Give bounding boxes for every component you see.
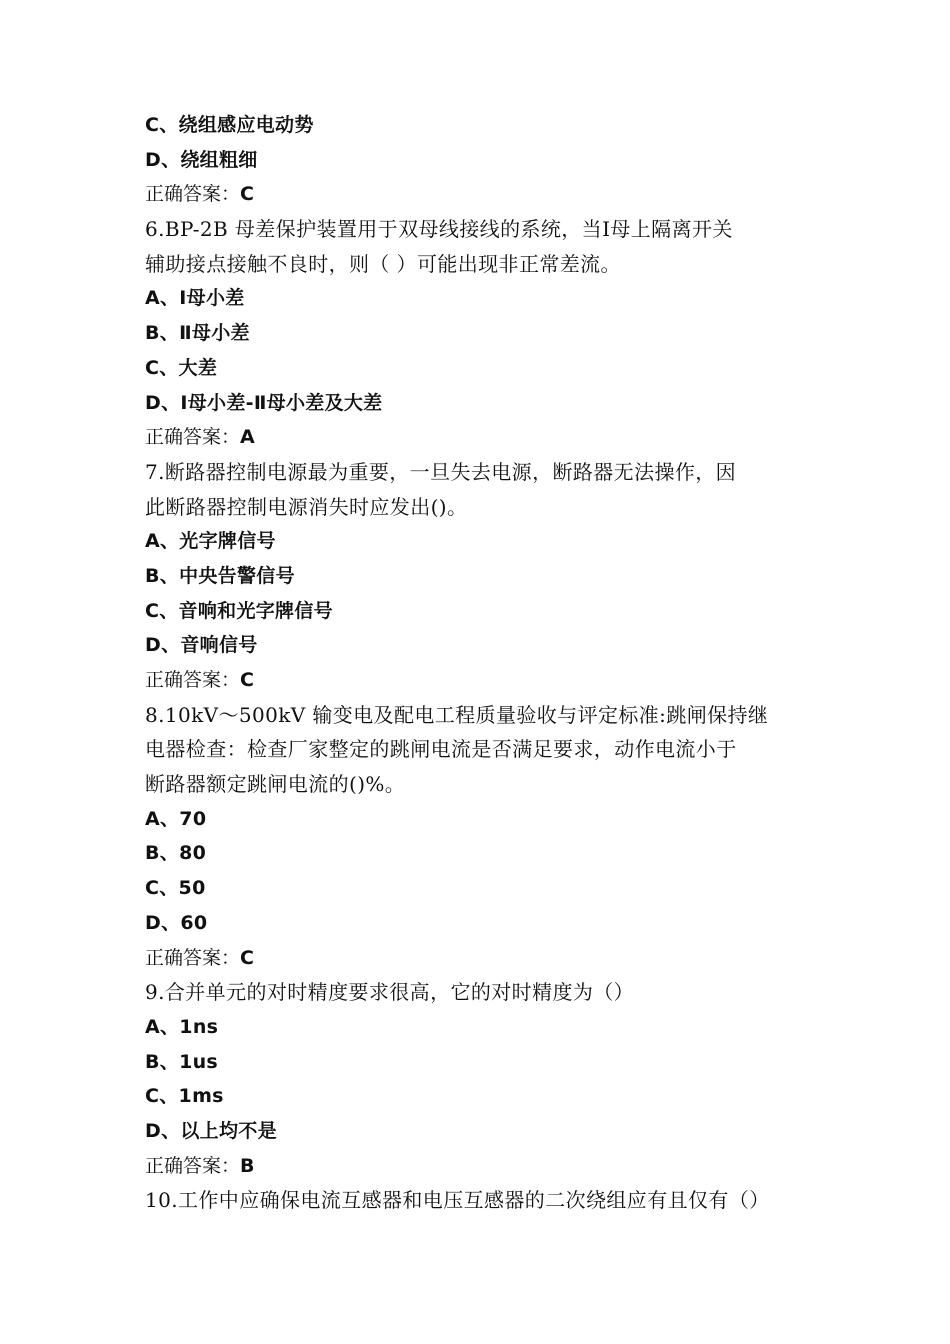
q10-stem-line-1: 10.工作中应确保电流互感器和电压互感器的二次绕组应有且仅有（）	[145, 1188, 770, 1213]
answer-value: C	[240, 946, 254, 969]
q9-option-d: D、以上均不是	[145, 1119, 277, 1142]
answer-label: 正确答案：	[145, 426, 241, 449]
q5-option-c: C、绕组感应电动势	[145, 114, 314, 136]
q7-option-a: A、光字牌信号	[145, 530, 276, 553]
answer-value: C	[240, 183, 254, 206]
answer-value: B	[240, 1154, 255, 1177]
q8-option-a: A、70	[145, 807, 207, 830]
q8-stem-line-2: 电器检查：检查厂家整定的跳闸电流是否满足要求，动作电流小于	[145, 737, 737, 762]
q6-stem-line-2: 辅助接点接触不良时，则（ ）可能出现非正常差流。	[145, 251, 621, 276]
q9-stem-line-1: 9.合并单元的对时精度要求很高，它的对时精度为（）	[145, 980, 635, 1005]
q6-option-c: C、大差	[145, 356, 218, 379]
q9-option-b: B、1us	[145, 1050, 219, 1073]
q7-option-b: B、中央告警信号	[145, 564, 295, 587]
answer-label: 正确答案：	[145, 669, 241, 691]
q8-stem-line-3: 断路器额定跳闸电流的()%。	[145, 772, 406, 797]
answer-value: C	[240, 669, 254, 691]
q5-option-d: D、绕组粗细	[145, 148, 258, 171]
q7-stem-line-2: 此断路器控制电源消失时应发出()。	[145, 494, 468, 519]
q7-answer	[145, 663, 825, 698]
q6-option-d: D、Ⅰ母小差-Ⅱ母小差及大差	[145, 391, 383, 414]
answer-label: 正确答案：	[145, 183, 241, 206]
q7-option-c: C、音响和光字牌信号	[145, 599, 333, 622]
q8-option-c: C、50	[145, 877, 206, 900]
q8-option-d: D、60	[145, 911, 208, 934]
q7-option-d: D、音响信号	[145, 634, 258, 657]
q9-answer	[145, 1149, 825, 1184]
answer-value: A	[240, 426, 255, 449]
q5-answer	[145, 177, 825, 212]
q6-option-b: B、Ⅱ母小差	[145, 322, 250, 345]
answer-label: 正确答案：	[145, 1154, 241, 1177]
q8-option-b: B、80	[145, 842, 207, 865]
q8-answer	[145, 941, 825, 976]
q8-stem-line-1: 8.10kV～500kV 输变电及配电工程质量验收与评定标准:跳闸保持继	[145, 702, 769, 727]
exam-content	[145, 108, 825, 1218]
q6-stem-line-1: 6.BP-2B 母差保护装置用于双母线接线的系统，当Ⅰ母上隔离开关	[145, 217, 733, 242]
q6-answer	[145, 420, 825, 455]
q9-option-c: C、1ms	[145, 1085, 224, 1108]
answer-label: 正确答案：	[145, 946, 241, 969]
q6-option-a: A、Ⅰ母小差	[145, 287, 245, 310]
q9-option-a: A、1ns	[145, 1015, 219, 1038]
q7-stem-line-1: 7.断路器控制电源最为重要，一旦失去电源，断路器无法操作，因	[145, 459, 737, 484]
